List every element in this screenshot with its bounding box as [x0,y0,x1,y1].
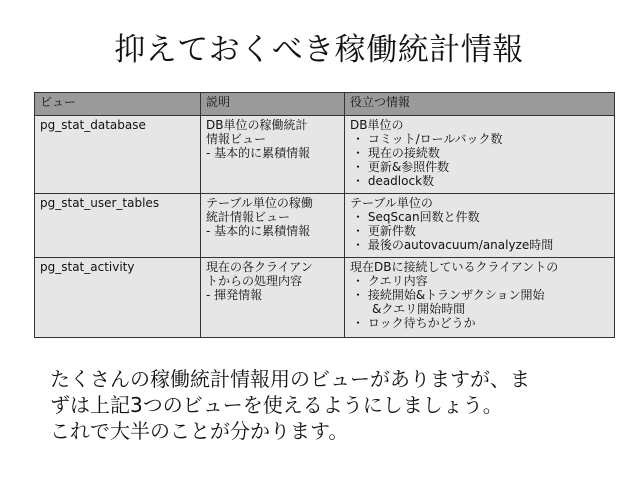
description-cell [201,116,345,194]
summary-text [50,366,610,444]
view-name-cell [35,258,201,338]
info-heading: 現在DBに接続しているクライアントの [350,260,559,274]
column-header-useful-info: 役立つ情報 [345,93,615,116]
description-line: - 基本的に累積情報 [206,146,311,160]
column-header-description: 説明 [201,93,345,116]
table-row [35,258,615,338]
description-line: 現在の各クライアン [206,260,313,274]
info-bullet: ・ 現在の接続数 [350,146,609,160]
info-bullet-continuation: &クエリ開始時間 [372,302,466,316]
description-line: 統計情報ビュー [206,210,291,224]
description-line: - 揮発情報 [206,288,263,302]
info-bullet: ・ 更新件数 [350,224,609,238]
info-heading: テーブル単位の [350,196,433,210]
info-bullet: ・ deadlock数 [350,174,609,188]
info-heading: DB単位の [350,118,404,132]
view-name-cell [35,194,201,258]
info-bullet: ・ コミット/ロールバック数 [350,132,609,146]
description-line: テーブル単位の稼働 [206,196,313,210]
view-name: pg_stat_activity [40,260,135,274]
info-bullet: ・ ロック待ちかどうか [350,316,609,330]
summary-line: ずは上記3つのビューを使えるようにしましょう。 [50,393,503,417]
info-bullet: ・ SeqScan回数と件数 [350,210,609,224]
table-header-row [35,93,615,116]
info-bullet: ・ 最後のautovacuum/analyze時間 [350,238,609,252]
useful-info-cell [345,194,615,258]
table-row [35,194,615,258]
info-bullet: ・ 接続開始&トランザクション開始 [350,288,609,302]
description-cell [201,194,345,258]
description-line: - 基本的に累積情報 [206,224,311,238]
slide-title: 抑えておくべき稼働統計情報 [114,32,524,68]
description-cell [201,258,345,338]
view-name-cell [35,116,201,194]
stats-table [34,92,615,338]
table-row [35,116,615,194]
useful-info-cell [345,116,615,194]
description-line: DB単位の稼働統計 [206,118,308,132]
useful-info-cell [345,258,615,338]
column-header-view: ビュー [35,93,201,116]
info-bullet: ・ 更新&参照件数 [350,160,609,174]
summary-line: たくさんの稼働統計情報用のビューがありますが、ま [50,367,530,391]
view-name: pg_stat_user_tables [40,196,160,210]
description-line: トからの処理内容 [206,274,303,288]
info-bullet: ・ クエリ内容 [350,274,609,288]
description-line: 情報ビュー [206,132,267,146]
view-name: pg_stat_database [40,118,146,132]
summary-line: これで大半のことが分かります。 [50,419,349,443]
